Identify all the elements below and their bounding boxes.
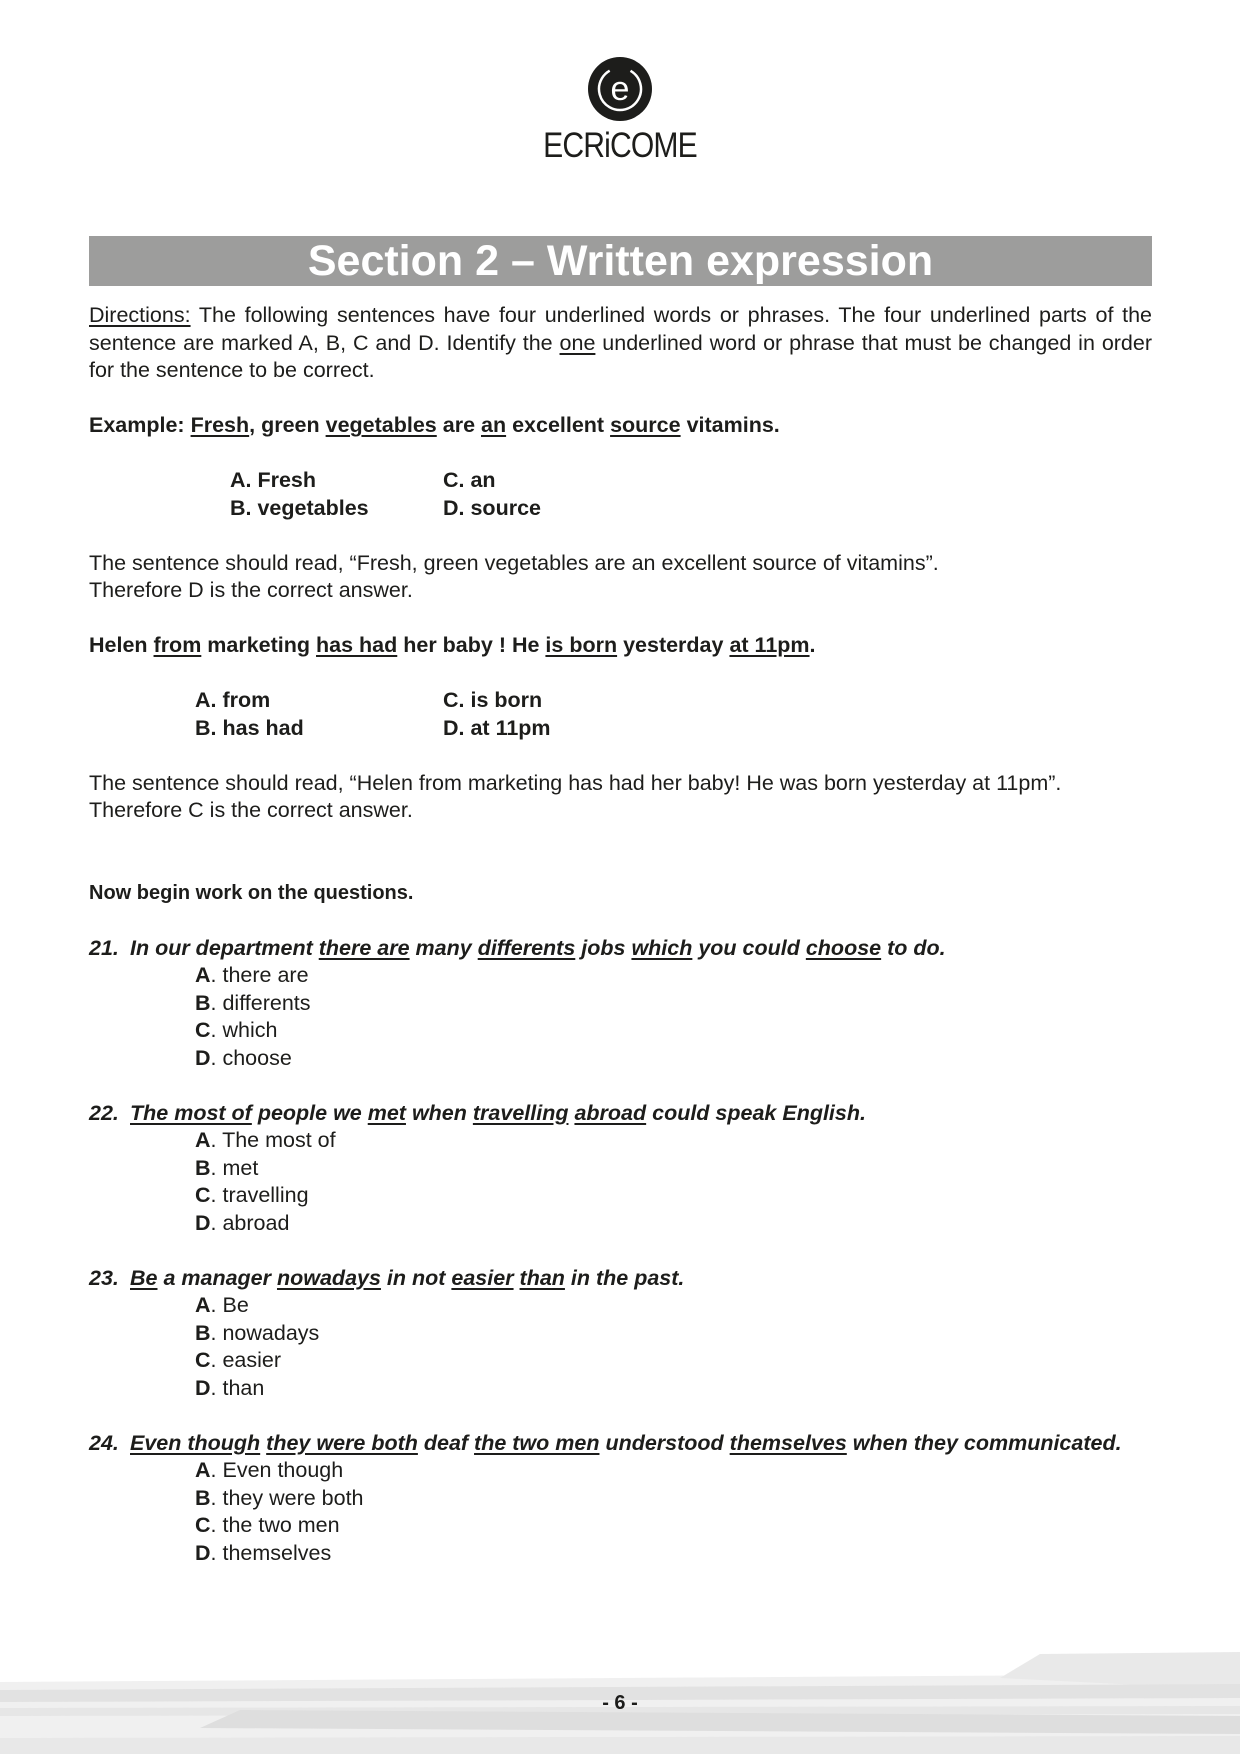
answer-letter: A <box>195 963 211 987</box>
example-2-sentence <box>89 632 1152 660</box>
answer-letter: B <box>195 1485 211 1510</box>
question-underlined-d: abroad <box>574 1100 647 1125</box>
question-sentence <box>130 1265 684 1293</box>
answer-option[interactable] <box>195 1127 1152 1155</box>
example-2-option: A. from <box>195 688 271 712</box>
answer-text: . abroad <box>210 1210 290 1235</box>
ecricome-logo-mark <box>587 56 653 122</box>
question-underlined-b: nowadays <box>276 1265 381 1290</box>
answer-text: . The most of <box>210 1128 336 1152</box>
question-underlined-d: choose <box>805 935 882 960</box>
directions-label: Directions: <box>89 303 191 327</box>
answer-option[interactable] <box>195 1320 1152 1348</box>
answer-list-21 <box>195 962 1152 1072</box>
answer-text: . choose <box>210 1045 292 1070</box>
question-underlined-a: Even though <box>130 1430 261 1455</box>
example-1-text: , green <box>249 413 326 437</box>
answer-text: . nowadays <box>210 1320 320 1345</box>
main-content <box>89 302 1152 1567</box>
answer-letter: C <box>195 1513 211 1537</box>
question-text: in not <box>380 1265 452 1290</box>
question-text: could speak English. <box>646 1100 866 1125</box>
answer-letter: A <box>195 1458 211 1482</box>
answer-text: . the two men <box>210 1513 340 1537</box>
answer-letter: B <box>195 1320 211 1345</box>
svg-text:e: e <box>610 70 630 108</box>
example-1-text: excellent <box>506 413 611 437</box>
answer-option[interactable] <box>195 990 1152 1018</box>
page-number: - 6 - <box>602 1692 638 1714</box>
answer-text: . easier <box>210 1348 282 1372</box>
question-number: 23. <box>89 1265 119 1290</box>
answer-option[interactable] <box>195 1347 1152 1375</box>
example-2-part-c: is born <box>545 633 618 657</box>
example-2-text: her baby ! He <box>397 633 546 657</box>
example-1-part-a: Fresh <box>190 413 250 437</box>
answer-letter: C <box>195 1018 211 1042</box>
answer-letter: A <box>195 1293 211 1317</box>
answer-text: . travelling <box>210 1183 309 1207</box>
example-1-sentence <box>89 412 1152 440</box>
answer-text: . Be <box>210 1293 249 1317</box>
question-underlined-c: the two men <box>474 1430 600 1455</box>
question-text: people we <box>251 1100 368 1125</box>
directions-emphasis: one <box>559 330 596 355</box>
answer-option[interactable] <box>195 962 1152 990</box>
question-text: understood <box>599 1430 730 1455</box>
question-underlined-a: there are <box>318 935 410 960</box>
example-1-part-d: source <box>610 413 681 437</box>
question-text: in the past. <box>564 1265 685 1290</box>
example-2-option: B. has had <box>195 715 304 740</box>
answer-list-23 <box>195 1292 1152 1402</box>
example-2-part-d: at 11pm <box>729 633 810 657</box>
question-text: you could <box>692 935 806 960</box>
answer-text: . than <box>210 1375 265 1400</box>
ecricome-wordmark: ECRiCOME <box>543 126 697 165</box>
question-sentence <box>130 1430 1122 1458</box>
question-text: many <box>409 935 478 960</box>
example-1-option: D. source <box>443 495 541 520</box>
answer-text: . met <box>210 1155 259 1180</box>
answer-text: . Even though <box>210 1458 344 1482</box>
answer-text: . they were both <box>210 1485 364 1510</box>
example-1-option: A. Fresh <box>230 468 317 492</box>
answer-letter: A <box>195 1128 211 1152</box>
question-underlined-d: themselves <box>729 1430 847 1455</box>
example-2-explanation: The sentence should read, “Helen from marketing has had her baby! He was born yesterday at 11pm”. <box>89 770 1062 795</box>
question-number: 22. <box>89 1100 119 1125</box>
answer-list-22 <box>195 1127 1152 1237</box>
question-underlined-c: easier <box>451 1265 514 1290</box>
example-2-answer-note: Therefore C is the correct answer. <box>89 798 413 822</box>
question-underlined-c: which <box>631 935 693 960</box>
question-underlined-b: met <box>367 1100 406 1125</box>
answer-option[interactable] <box>195 1292 1152 1320</box>
question-text: when they communicated. <box>846 1430 1122 1455</box>
question-underlined-a: Be <box>130 1265 158 1290</box>
example-1-text: vitamins. <box>680 413 780 437</box>
example-1-explanation: The sentence should read, “Fresh, green vegetables are an excellent source of vitamins”. <box>89 550 939 575</box>
directions <box>89 302 1152 385</box>
answer-letter: B <box>195 990 211 1015</box>
question-22 <box>89 1100 1152 1128</box>
answer-option[interactable] <box>195 1485 1152 1513</box>
answer-option[interactable] <box>195 1182 1152 1210</box>
answer-option[interactable] <box>195 1155 1152 1183</box>
example-1-text: are <box>436 413 481 437</box>
answer-option[interactable] <box>195 1375 1152 1403</box>
question-text: In our department <box>130 935 319 960</box>
answer-letter: B <box>195 1155 211 1180</box>
example-2-part-a: from <box>153 633 202 657</box>
question-23 <box>89 1265 1152 1293</box>
answer-text: . themselves <box>210 1540 332 1565</box>
directions-text-1: The following sentences have four underlined words or phrases. The four underlined parts of the sentence are marked A, B, C and D. Identify the <box>89 303 1152 355</box>
ecricome-logo <box>0 56 1240 166</box>
answer-letter: C <box>195 1348 211 1372</box>
question-underlined-b: differents <box>477 935 576 960</box>
answer-option[interactable] <box>195 1017 1152 1045</box>
question-21 <box>89 935 1152 963</box>
example-2-text: . <box>809 633 816 657</box>
question-text: a manager <box>157 1265 277 1290</box>
example-1-part-b: vegetables <box>325 413 437 437</box>
example-2-part-b: has had <box>316 633 398 657</box>
example-1-options <box>230 467 1152 522</box>
example-2-text: Helen <box>89 633 154 657</box>
answer-letter: D <box>195 1045 211 1070</box>
question-number: 24. <box>89 1430 119 1455</box>
example-2-text: marketing <box>201 633 317 657</box>
question-underlined-a: The most of <box>130 1100 252 1125</box>
example-1-part-c: an <box>481 413 507 437</box>
answer-text: . which <box>210 1018 278 1042</box>
answer-letter: C <box>195 1183 211 1207</box>
question-text: when <box>405 1100 473 1125</box>
now-begin-instruction: Now begin work on the questions. <box>89 881 414 904</box>
answer-list-24 <box>195 1457 1152 1567</box>
answer-option[interactable] <box>195 1540 1152 1568</box>
answer-option[interactable] <box>195 1512 1152 1540</box>
question-24 <box>89 1430 1152 1458</box>
example-1-answer-note: Therefore D is the correct answer. <box>89 578 413 602</box>
question-number: 21. <box>89 935 119 960</box>
question-sentence <box>130 935 946 963</box>
section-title: Section 2 – Written expression <box>89 236 1152 286</box>
example-2-text: yesterday <box>617 633 730 657</box>
example-1-lead: Example: <box>89 413 191 437</box>
question-underlined-c: travelling <box>472 1100 569 1125</box>
directions-text-2: underlined word or phrase that must be changed in order for the sentence to be correct. <box>89 330 1153 382</box>
answer-text: . differents <box>210 990 311 1015</box>
answer-text: . there are <box>210 963 309 987</box>
question-underlined-b: they were both <box>266 1430 418 1455</box>
example-2-option: C. is born <box>443 688 543 712</box>
question-sentence <box>130 1100 866 1128</box>
example-1-option: C. an <box>443 468 496 492</box>
example-2-option: D. at 11pm <box>443 715 551 740</box>
question-underlined-d: than <box>519 1265 565 1290</box>
answer-letter: D <box>195 1210 211 1235</box>
answer-letter: D <box>195 1540 211 1565</box>
question-text: deaf <box>417 1430 475 1455</box>
answer-letter: D <box>195 1375 211 1400</box>
answer-option[interactable] <box>195 1045 1152 1073</box>
example-1-option: B. vegetables <box>230 495 369 520</box>
answer-option[interactable] <box>195 1210 1152 1238</box>
question-text: to do. <box>881 935 946 960</box>
example-2-options <box>195 687 1152 742</box>
question-text: jobs <box>575 935 632 960</box>
answer-option[interactable] <box>195 1457 1152 1485</box>
